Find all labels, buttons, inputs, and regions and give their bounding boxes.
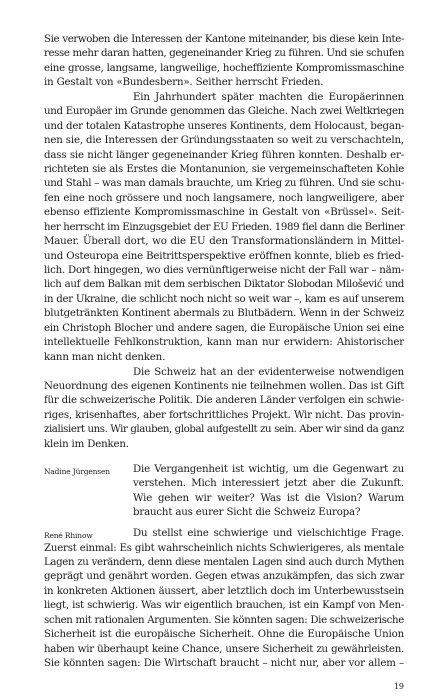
text-line: riges, krisenhaftes, aber fortschrittliches Projekt. Wir nicht. Das provin- [44,409,404,421]
text-line: verstehen. Mich interessiert jetzt aber die Zukunft. [133,478,404,490]
text-line: dass sie nicht länger gegeneinander Krieg führen konnten. Deshalb er- [44,149,404,161]
text-line: Ein Jahrhundert später machten die Europäerinnen [133,91,404,103]
text-line: lich. Dort hingegen, wo dies vernünftigerweise nicht der Fall war – näm- [44,265,405,277]
text-line: lich auf dem Balkan mit dem serbischen Diktator Slobodan Milošević und [44,279,404,291]
text-line: Sicherheit ist die europäische Sicherheit. Ohne die Europäische Union [44,629,404,641]
speaker-statement-first-line [133,527,404,541]
text-line: Sie könnten sagen: Die Wirtschaft braucht – nicht nur, aber vor allem – [44,658,404,669]
text-line: her herrscht im Einzugsgebiet der EU Frieden. 1989 fiel dann die Berliner [44,221,405,233]
text-line: richteten sie als Erstes die Montanunion, sie vergemeinschafteten Kohle [44,163,404,175]
text-line: Mauer. Überall dort, wo die EU den Transformationsländern in Mittel- [44,236,404,248]
text-line: Sie verwoben die Interessen der Kantone miteinander, bis diese kein Inte- [44,34,404,45]
paragraph-3 [44,366,404,453]
paragraph-1 [44,33,404,91]
text-line: braucht aus eurer Sicht die Schweiz Europa? [133,507,361,519]
text-line: in konkreten Aktionen äussert, aber letztlich doch im Unterbewusstsein [44,585,404,597]
text-line: und Stahl – was man damals brauchte, um Krieg zu führen. Und sie schu- [44,178,404,190]
text-line: Wie gehen wir weiter? Was ist die Vision? Warum [133,492,404,504]
text-line: Lagen zu verändern, denn diese mentalen Lagen sind auch durch Mythen [44,556,404,568]
text-line: ebenso effiziente Kompromissmaschine in Gestalt von «Brüssel». Seit- [44,207,404,219]
text-line: resse mehr daran hatten, gegeneinander Krieg zu führen. Und sie schufen [44,48,405,60]
text-line: Neuordnung des eigenen Kontinents nie teilnehmen wollen. Das ist Gift [44,381,405,393]
speaker-name: Nadine Jürgensen [44,467,110,476]
text-line: geprägt und genährt worden. Gegen etwas anzukämpfen, das sich zwar [44,571,404,583]
text-line: schen mit rationalen Argumenten. Sie könnten sagen: Die schweizerische [44,614,404,626]
speaker-name: René Rhinow [44,531,93,540]
text-line: blutgetränkten Kontinent abermals zu Blutbädern. Wenn in der Schweiz [44,308,404,320]
speaker-statement [44,542,404,672]
speaker-statement [133,463,404,521]
text-line: nen sie, die Interessen der Gründungsstaaten so weit zu verschachteln, [44,135,404,147]
text-line: ein Christoph Blocher und andere sagen, die Europäische Union sei eine [44,322,404,334]
text-line: in der Ukraine, die schlicht noch nicht so weit war –, kam es auf unserem [44,293,404,305]
paragraph-2 [44,91,404,365]
text-line: Die Schweiz hat an der evidenterweise notwendigen [133,366,404,378]
text-line: haben wir überhaupt keine Chance, unsere Sicherheit zu gewährleisten. [44,643,404,655]
text-line: und Europäer im Grunde genommen das Gleiche. Nach zwei Weltkriegen [44,106,404,118]
text-line: für die schweizerische Politik. Die anderen Länder verfolgen ein schwie- [44,395,405,407]
text-line: klein im Denken. [44,438,129,450]
text-line: kann man nicht denken. [44,351,166,363]
text-line: liegt, ist schwierig. Was wir eigentlich brauchen, ist ein Kampf von Men- [44,600,404,612]
text-line: und der totalen Katastrophe unseres Kontinents, dem Holocaust, began- [44,120,405,132]
text-line: und Osteuropa eine Beitrittsperspektive eröffnen konnte, blieb es fried- [44,250,404,262]
page-number: 19 [393,682,404,691]
text-line: fen eine noch grössere und noch langsamere, noch langweiligere, aber [44,192,404,204]
text-line: in Gestalt von «Bundesbern». Seither herrscht Frieden. [44,77,324,89]
text-line: zialisiert uns. Wir glauben, global aufgestellt zu sein. Aber wir sind da ganz [44,424,404,436]
text-line: Zuerst einmal: Es gibt wahrscheinlich nichts Schwierigeres, als mentale [44,542,404,554]
text-line: Du stellst eine schwierige und vielschichtige Frage. [133,528,404,539]
text-line: Die Vergangenheit ist wichtig, um die Gegenwart zu [133,464,404,475]
text-line: eine grosse, langsame, langweilige, hocheffiziente Kompromissmaschine [44,62,404,74]
text-line: intellektuelle Fehlkonstruktion, kann man nur erwidern: Ahistorischer [44,337,404,349]
